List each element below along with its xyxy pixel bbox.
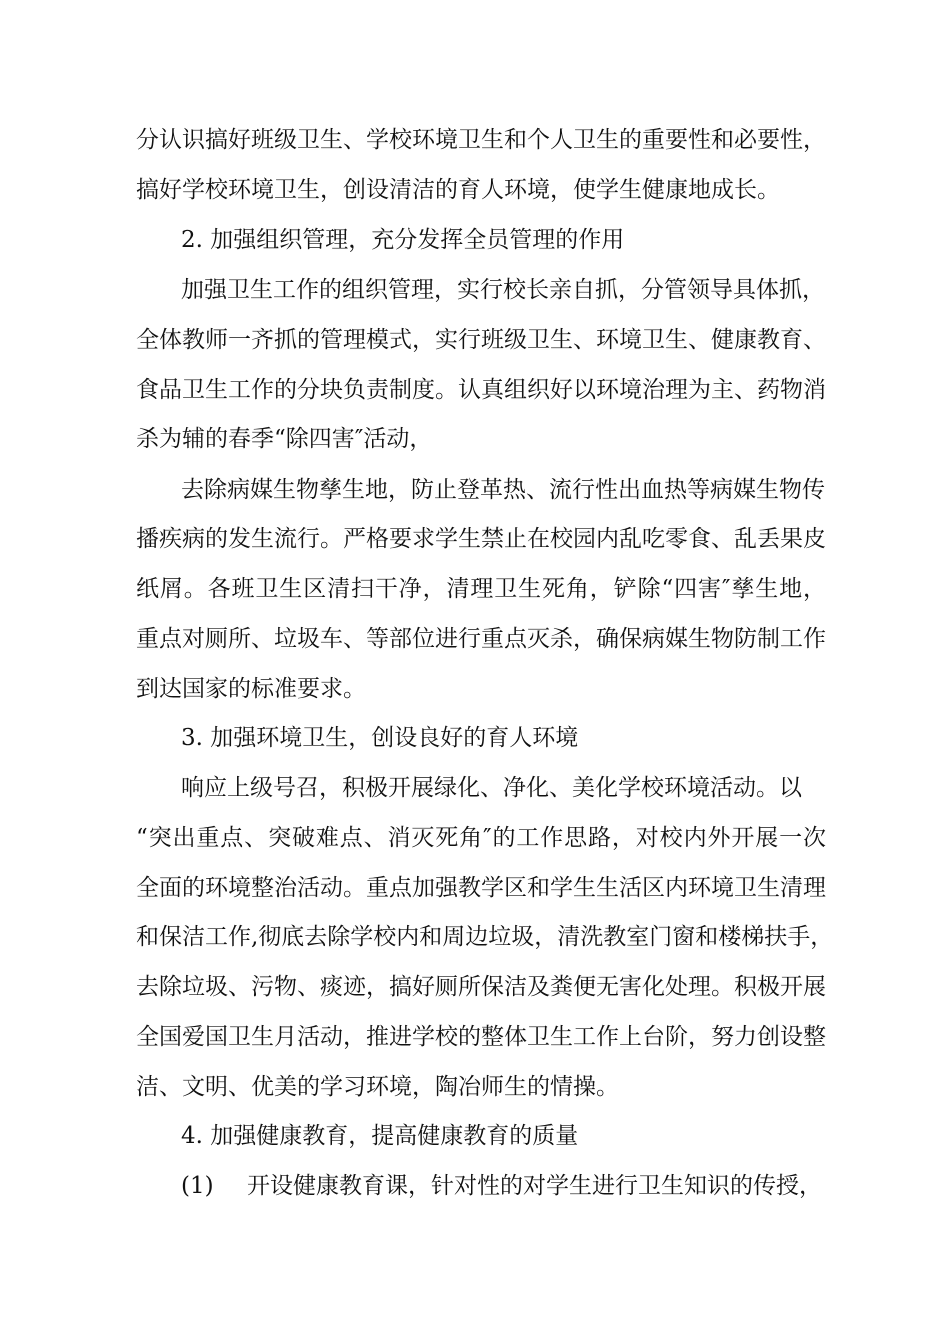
paragraph-line: 搞好学校环境卫生，创设清洁的育人环境，使学生健康地成长。 bbox=[136, 177, 780, 203]
paragraph-line: 去除垃圾、污物、痰迹，搞好厕所保洁及粪便无害化处理。积极开展 bbox=[136, 974, 826, 1000]
paragraph-line: 食品卫生工作的分块负责制度。认真组织好以环境治理为主、药物消 bbox=[136, 377, 826, 403]
list-item bbox=[181, 1171, 826, 1201]
section-heading-4: 4. 加强健康教育，提高健康教育的质量 bbox=[181, 1123, 579, 1149]
section-heading-2: 2. 加强组织管理，充分发挥全员管理的作用 bbox=[181, 227, 625, 253]
paragraph-line: 洁、文明、优美的学习环境，陶冶师生的情操。 bbox=[136, 1074, 619, 1100]
paragraph-line: 全国爱国卫生月活动，推进学校的整体卫生工作上台阶，努力创设整 bbox=[136, 1024, 826, 1050]
paragraph-line: 重点对厕所、垃圾车、等部位进行重点灭杀，确保病媒生物防制工作 bbox=[136, 626, 826, 652]
paragraph-line: 加强卫生工作的组织管理，实行校长亲自抓，分管领导具体抓， bbox=[181, 277, 825, 303]
paragraph-line: 响应上级号召，积极开展绿化、净化、美化学校环境活动。以 bbox=[181, 775, 802, 801]
paragraph-line: 纸屑。各班卫生区清扫干净，清理卫生死角，铲除“四害″孳生地， bbox=[136, 576, 826, 602]
paragraph-line: 杀为辅的春季“除四害″活动， bbox=[136, 426, 433, 452]
paragraph-line: 到达国家的标准要求。 bbox=[136, 676, 366, 702]
list-item-text: 开设健康教育课，针对性的对学生进行卫生知识的传授， bbox=[247, 1173, 822, 1199]
paragraph-line: 全面的环境整治活动。重点加强教学区和学生生活区内环境卫生清理 bbox=[136, 875, 826, 901]
paragraph-line: 全体教师一齐抓的管理模式，实行班级卫生、环境卫生、健康教育、 bbox=[136, 327, 826, 353]
paragraph-line: 和保洁工作,彻底去除学校内和周边垃圾，清洗教室门窗和楼梯扶手， bbox=[136, 924, 834, 950]
paragraph-line: “突出重点、突破难点、消灭死角″的工作思路，对校内外开展一次 bbox=[136, 825, 826, 851]
paragraph-line: 分认识搞好班级卫生、学校环境卫生和个人卫生的重要性和必要性， bbox=[136, 127, 826, 153]
section-heading-3: 3. 加强环境卫生，创设良好的育人环境 bbox=[181, 725, 579, 751]
paragraph-line: 去除病媒生物孳生地，防止登革热、流行性出血热等病媒生物传 bbox=[181, 477, 825, 503]
paragraph-line: 播疾病的发生流行。严格要求学生禁止在校园内乱吃零食、乱丢果皮 bbox=[136, 526, 826, 552]
list-item-number: (1) bbox=[181, 1173, 214, 1199]
